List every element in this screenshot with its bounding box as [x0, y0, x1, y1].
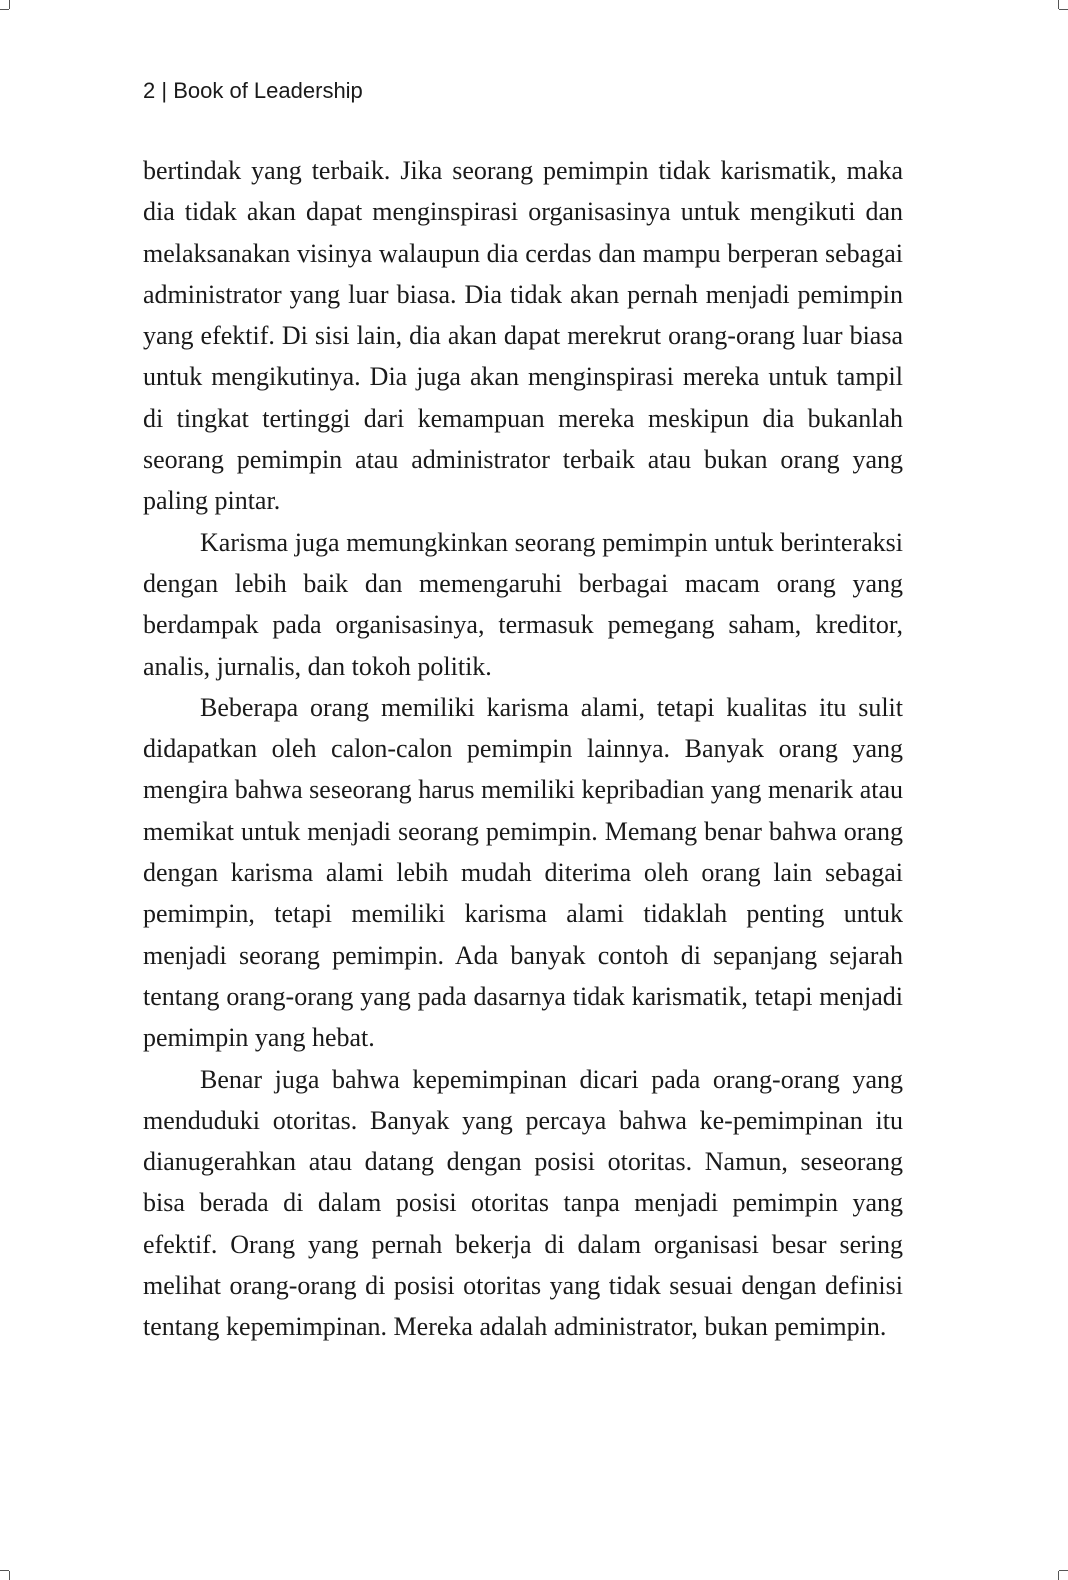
book-title: Book of Leadership [173, 78, 363, 103]
paragraph-1: bertindak yang terbaik. Jika seorang pemimpin tidak karismatik, maka dia tidak akan dapat menginspirasi organisasinya untuk mengikuti dan melaksanakan visinya walaupun dia cerdas dan mampu berperan sebagai administrator yang luar biasa. Dia tidak akan pernah menjadi pemimpin yang efektif. Di sisi lain, dia akan dapat merekrut orang-orang luar biasa untuk mengikutinya. Dia juga akan menginspirasi mereka untuk tampil di tingkat tertinggi dari kemampuan mereka meskipun dia bukanlah seorang pemimpin atau administrator terbaik atau bukan orang yang paling pintar. [143, 156, 903, 516]
running-head [143, 78, 363, 104]
paragraph-4: Benar juga bahwa kepemimpinan dicari pada orang-orang yang menduduki otoritas. Banyak yang percaya bahwa ke-pemimpinan itu dianugerahkan atau datang dengan posisi otoritas. Namun, seseorang bisa berada di dalam posisi otoritas tanpa menjadi pemimpin yang efektif. Orang yang pernah bekerja di dalam organisasi besar sering melihat orang-orang di posisi otoritas yang tidak sesuai dengan definisi tentang kepemimpinan. Mereka adalah administrator, bukan pemimpin. [143, 1064, 903, 1342]
crop-mark-bottom-left-v [9, 1571, 10, 1580]
crop-mark-top-left-h [0, 9, 9, 10]
page-number: 2 [143, 78, 156, 103]
crop-mark-bottom-right-h [1059, 1570, 1068, 1571]
header-separator: | [161, 78, 168, 103]
crop-mark-bottom-right-v [1058, 1571, 1059, 1580]
crop-mark-top-right-v [1058, 0, 1059, 9]
crop-mark-top-left-v [9, 0, 10, 9]
crop-mark-bottom-left-h [0, 1570, 9, 1571]
body-text [143, 150, 903, 1348]
paragraph-3: Beberapa orang memiliki karisma alami, tetapi kualitas itu sulit didapatkan oleh calon-calon pemimpin lainnya. Banyak orang yang mengira bahwa seseorang harus memiliki kepribadian yang menarik atau memikat untuk menjadi seorang pemimpin. Memang benar bahwa orang dengan karisma alami lebih mudah diterima oleh orang lain sebagai pemimpin, tetapi memiliki karisma alami tidaklah penting untuk menjadi seorang pemimpin. Ada banyak contoh di sepanjang sejarah tentang orang-orang yang pada dasarnya tidak karismatik, tetapi menjadi pemimpin yang hebat. [143, 692, 903, 1053]
paragraph-2: Karisma juga memungkinkan seorang pemimpin untuk berinteraksi dengan lebih baik dan memengaruhi berbagai macam orang yang berdampak pada organisasinya, termasuk pemegang saham, kreditor, analis, jurnalis, dan tokoh politik. [143, 527, 903, 681]
crop-mark-top-right-h [1059, 9, 1068, 10]
